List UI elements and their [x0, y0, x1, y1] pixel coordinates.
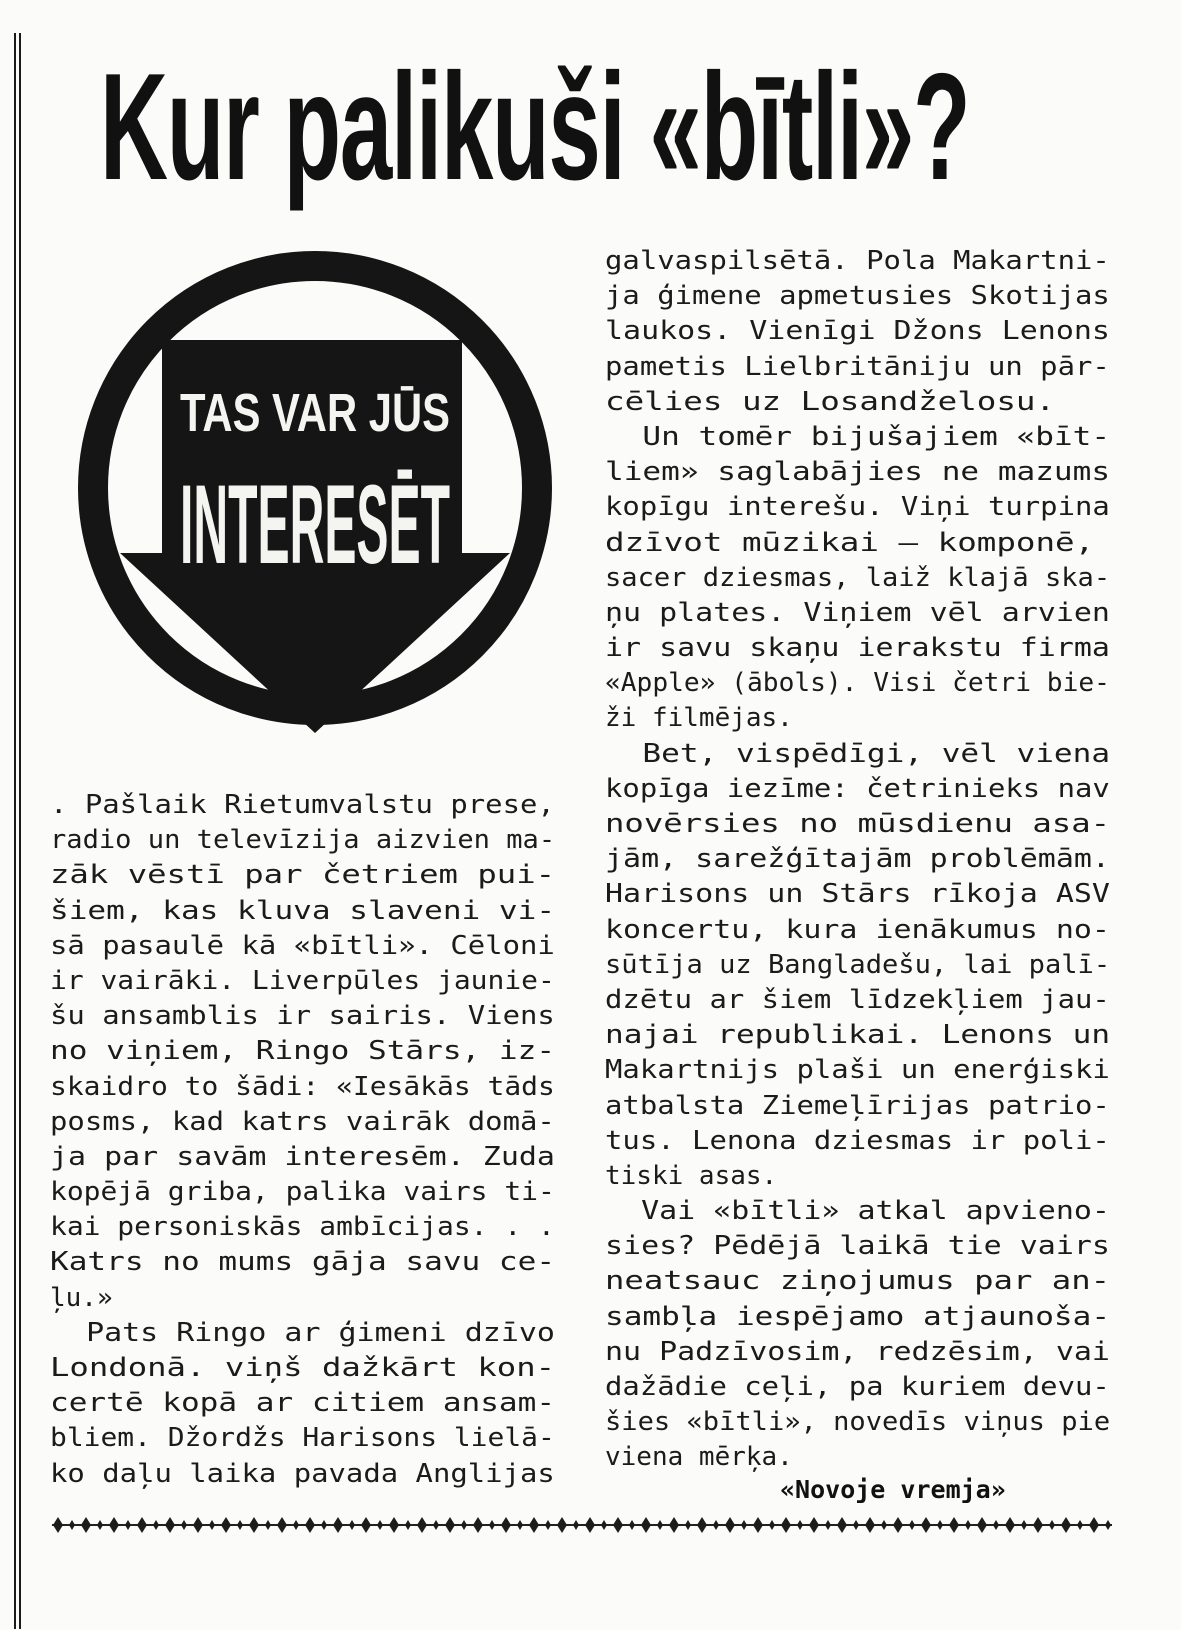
text-line — [50, 999, 560, 1034]
text-line-content: cēlies uz Losandželosu. — [605, 386, 1056, 417]
border-diamond — [1033, 1517, 1043, 1533]
text-line — [605, 1405, 1115, 1440]
border-diamond — [949, 1517, 959, 1533]
border-diamond — [221, 1517, 231, 1533]
text-line — [605, 1300, 1115, 1335]
text-line-content: viena mērķa. — [605, 1442, 793, 1473]
text-line — [605, 1440, 1115, 1475]
border-diamond — [349, 1520, 355, 1530]
border-diamond — [1089, 1517, 1099, 1533]
text-line — [605, 596, 1115, 631]
border-diamond — [965, 1520, 971, 1530]
text-line — [605, 244, 1115, 279]
text-line — [605, 350, 1115, 385]
border-diamond — [585, 1517, 595, 1533]
border-diamond — [769, 1520, 775, 1530]
border-diamond — [125, 1520, 131, 1530]
text-line — [50, 1316, 560, 1351]
text-line — [605, 385, 1115, 420]
border-diamond — [1105, 1520, 1111, 1530]
border-diamond — [725, 1517, 735, 1533]
text-line — [605, 490, 1115, 525]
border-diamond — [601, 1520, 607, 1530]
text-line — [605, 1159, 1115, 1194]
border-diamond — [305, 1517, 315, 1533]
text-line-content: kopīgu interešu. Viņi turpina — [605, 492, 1110, 523]
text-line — [50, 1070, 560, 1105]
text-line — [605, 1124, 1115, 1159]
text-line-content: Bet, vispēdīgi, vēl viena — [605, 738, 1111, 769]
border-diamond — [893, 1517, 903, 1533]
text-line-content: radio un televīzija aizvien ma- — [50, 825, 556, 856]
border-diamond — [837, 1517, 847, 1533]
border-diamond — [97, 1520, 103, 1530]
border-diamond — [81, 1517, 91, 1533]
text-line — [50, 894, 560, 929]
text-line — [605, 1194, 1115, 1229]
border-diamond — [937, 1520, 943, 1530]
border-diamond — [573, 1520, 579, 1530]
border-diamond — [993, 1520, 999, 1530]
text-line — [50, 1386, 560, 1421]
text-line — [605, 1018, 1115, 1053]
text-line-content: «Apple» (ābols). Visi četri bie- — [605, 668, 1110, 699]
border-diamond — [181, 1520, 187, 1530]
border-diamond — [377, 1520, 383, 1530]
text-line-content: dzīvot mūzikai — komponē, — [605, 527, 1095, 558]
text-line-content: novērsies no mūsdienu asa- — [605, 809, 1111, 839]
text-line — [50, 1210, 560, 1245]
border-diamond — [697, 1517, 707, 1533]
text-line-content: kopējā griba, palika vairs ti- — [50, 1177, 555, 1208]
border-diamond — [109, 1517, 119, 1533]
text-line — [50, 1175, 560, 1210]
text-line — [605, 561, 1115, 596]
border-diamond — [865, 1517, 875, 1533]
border-diamond — [361, 1517, 371, 1533]
border-diamond — [881, 1520, 887, 1530]
right-column-text — [605, 244, 1115, 1476]
text-line — [50, 1351, 560, 1386]
border-diamond — [473, 1517, 483, 1533]
source-attribution: «Novoje vremja» — [780, 1475, 1006, 1504]
border-diamond — [293, 1520, 299, 1530]
text-line — [605, 807, 1115, 842]
border-diamond — [237, 1520, 243, 1530]
text-line-content: Katrs no mums gāja savu ce- — [50, 1247, 556, 1278]
text-line-content: šies «bītli», novedīs viņus pie — [605, 1407, 1111, 1438]
border-diamond — [529, 1517, 539, 1533]
text-line-content: tus. Lenona dziesmas ir poli- — [605, 1125, 1110, 1156]
border-diamond — [741, 1520, 747, 1530]
border-diamond — [445, 1517, 455, 1533]
border-diamond — [545, 1520, 551, 1530]
border-diamond — [669, 1517, 679, 1533]
text-line-content: neatsauc ziņojumus par an- — [605, 1266, 1111, 1297]
text-line-content: posms, kad katrs vairāk domā- — [50, 1106, 555, 1137]
text-line — [50, 1034, 560, 1069]
text-line-content: ņu plates. Viņiem vēl arvien — [605, 597, 1110, 628]
text-line — [605, 842, 1115, 877]
border-diamond — [1021, 1520, 1027, 1530]
border-diamond — [641, 1517, 651, 1533]
text-line — [50, 823, 560, 858]
text-line-content: najai republikai. Lenons un — [605, 1020, 1111, 1051]
border-diamond — [321, 1520, 327, 1530]
text-line-content: sūtīja uz Bangladešu, lai palī- — [605, 949, 1111, 980]
tas-var-jus-interesset-emblem — [70, 248, 560, 748]
border-diamond — [1005, 1517, 1015, 1533]
text-line-content: zāk vēstī par četriem pui- — [50, 860, 556, 891]
emblem-line2: INTERESĒT — [180, 462, 450, 587]
text-line-content: Harisons un Stārs rīkoja ASV — [605, 879, 1110, 910]
text-line-content: Makartnijs plaši un enerģiski — [605, 1055, 1110, 1086]
text-line-content: no viņiem, Ringo Stārs, iz- — [50, 1036, 556, 1067]
text-line — [605, 1335, 1115, 1370]
border-diamond — [557, 1517, 567, 1533]
border-diamond — [613, 1517, 623, 1533]
text-line-content: sacer dziesmas, laiž klajā ska- — [605, 562, 1111, 593]
text-line — [605, 420, 1115, 455]
text-line-content: laukos. Vienīgi Džons Lenons — [605, 316, 1110, 347]
text-line-content: . Pašlaik Rietumvalstu prese, — [50, 790, 555, 820]
border-diamond — [153, 1520, 159, 1530]
text-line-content: skaidro to šādi: «Iesākās tāds — [50, 1071, 555, 1102]
text-line — [50, 1105, 560, 1140]
border-diamond — [333, 1517, 343, 1533]
decorative-bottom-border — [52, 1510, 1112, 1540]
border-diamond — [501, 1517, 511, 1533]
border-diamond — [809, 1517, 819, 1533]
border-diamond — [1077, 1520, 1083, 1530]
text-line — [605, 772, 1115, 807]
text-line — [605, 877, 1115, 912]
text-line — [605, 455, 1115, 490]
text-line — [605, 666, 1115, 701]
text-line — [605, 1089, 1115, 1124]
text-line — [605, 279, 1115, 314]
border-diamond — [69, 1520, 75, 1530]
text-line — [605, 314, 1115, 349]
border-diamond — [853, 1520, 859, 1530]
text-line-content: liem» saglabājies ne mazums — [605, 457, 1111, 488]
text-line-content: Vai «bītli» atkal apvieno- — [605, 1196, 1110, 1227]
text-line — [605, 983, 1115, 1018]
text-line-content: koncertu, kura ienākumus no- — [605, 914, 1110, 945]
text-line — [50, 1421, 560, 1456]
text-line-content: pametis Lielbritāniju un pār- — [605, 351, 1110, 382]
text-line — [605, 737, 1115, 772]
border-diamond — [209, 1520, 215, 1530]
text-line-content: sā pasaulē kā «bītli». Cēloni — [50, 930, 555, 961]
border-diamond — [53, 1517, 63, 1533]
text-line-content: ko daļu laika pavada Anglijas — [50, 1458, 555, 1489]
border-diamond — [405, 1520, 411, 1530]
border-diamond — [489, 1520, 495, 1530]
text-line-content: tiski asas. — [605, 1160, 778, 1191]
text-line — [605, 1264, 1115, 1299]
text-line-content: dzētu ar šiem līdzekļiem jau- — [605, 984, 1110, 1015]
border-diamond — [433, 1520, 439, 1530]
border-diamond — [713, 1520, 719, 1530]
text-line-content: Pats Ringo ar ģimeni dzīvo — [50, 1317, 555, 1348]
border-diamond — [797, 1520, 803, 1530]
text-line-content: Un tomēr bijušajiem «bīt- — [605, 421, 1111, 452]
text-line-content: ja ģimene apmetusies Skotijas — [605, 281, 1110, 312]
text-line-content: nu Padzīvosim, redzēsim, vai — [605, 1336, 1110, 1367]
border-diamond — [137, 1517, 147, 1533]
headline: Kur palikuši «bītli»? — [100, 42, 970, 212]
border-diamond — [629, 1520, 635, 1530]
text-line — [50, 1457, 560, 1492]
text-line-content: sambļa iespējamo atjaunoša- — [605, 1301, 1111, 1332]
border-diamond — [977, 1517, 987, 1533]
text-line-content: dažādie ceļi, pa kuriem devu- — [605, 1372, 1110, 1402]
border-diamond — [265, 1520, 271, 1530]
text-line-content: ļu.» — [50, 1282, 113, 1313]
text-line-content: kai personiskās ambīcijas. . . — [50, 1212, 555, 1243]
border-diamond — [193, 1517, 203, 1533]
text-line-content: bliem. Džordžs Harisons lielā- — [50, 1423, 555, 1454]
border-diamond — [517, 1520, 523, 1530]
text-line — [605, 526, 1115, 561]
border-diamond — [165, 1517, 175, 1533]
border-diamond — [249, 1517, 259, 1533]
text-line-content: ir vairāki. Liverpūles jaunie- — [50, 965, 555, 996]
text-line — [605, 631, 1115, 666]
text-line-content: ži filmējas. — [605, 703, 793, 734]
border-diamond — [909, 1520, 915, 1530]
text-line — [50, 1281, 560, 1316]
border-diamond — [781, 1517, 791, 1533]
emblem-line1: TAS VAR JŪS — [180, 383, 450, 443]
text-line — [605, 913, 1115, 948]
text-line — [50, 1140, 560, 1175]
text-line-content: jām, sarežģītajām problēmām. — [605, 844, 1110, 875]
text-line-content: šiem, kas kluva slaveni vi- — [50, 895, 556, 926]
text-line — [605, 1229, 1115, 1264]
text-line — [605, 1370, 1115, 1405]
left-column-text — [50, 788, 560, 1492]
left-column-rule — [13, 32, 22, 1630]
border-diamond — [657, 1520, 663, 1530]
text-line — [605, 701, 1115, 736]
border-diamond — [461, 1520, 467, 1530]
border-diamond — [417, 1517, 427, 1533]
border-diamond — [921, 1517, 931, 1533]
text-line-content: atbalsta Ziemeļīrijas patrio- — [605, 1090, 1110, 1121]
text-line — [50, 929, 560, 964]
text-line — [50, 788, 560, 823]
text-line — [50, 1245, 560, 1280]
border-diamond — [277, 1517, 287, 1533]
text-line-content: Londonā. viņš dažkārt kon- — [50, 1353, 556, 1383]
text-line — [50, 858, 560, 893]
text-line-content: sies? Pēdējā laikā tie vairs — [605, 1231, 1110, 1262]
text-line-content: kopīga iezīme: četrinieks nav — [605, 773, 1110, 804]
text-line-content: ja par savām interesēm. Zuda — [50, 1141, 555, 1172]
text-line-content: ir savu skaņu ierakstu firma — [605, 633, 1110, 664]
text-line-content: šu ansamblis ir sairis. Viens — [50, 1001, 555, 1032]
text-line — [605, 1053, 1115, 1088]
border-diamond — [685, 1520, 691, 1530]
border-diamond — [389, 1517, 399, 1533]
text-line — [50, 964, 560, 999]
border-diamond — [753, 1517, 763, 1533]
text-line-content: certē kopā ar citiem ansam- — [50, 1388, 556, 1419]
text-line — [605, 948, 1115, 983]
text-line-content: galvaspilsētā. Pola Makartni- — [605, 246, 1110, 276]
border-diamond — [1049, 1520, 1055, 1530]
border-diamond — [1061, 1517, 1071, 1533]
border-diamond — [825, 1520, 831, 1530]
